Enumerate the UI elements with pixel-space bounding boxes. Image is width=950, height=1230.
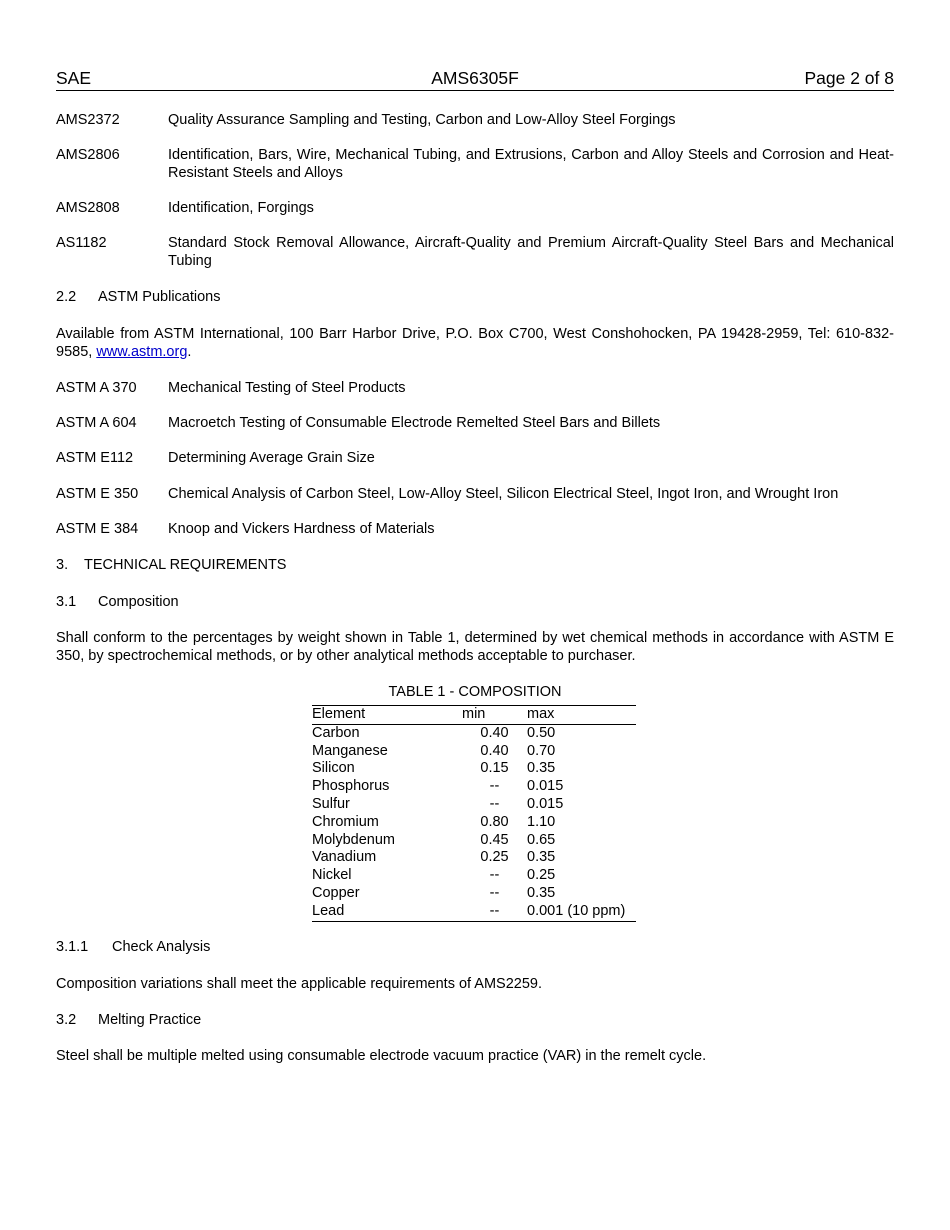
section-heading-3-2	[56, 1011, 201, 1029]
page-header	[56, 68, 894, 91]
reference-code: ASTM A 604	[56, 415, 137, 431]
section-number: 3.	[56, 557, 69, 573]
cell-min: 0.80	[480, 813, 509, 830]
column-header-max: max	[527, 706, 636, 725]
reference-title: Standard Stock Removal Allowance, Aircraft-Quality and Premium Aircraft-Quality Steel Bars and Mechanical Tubing	[168, 235, 894, 269]
header-doc-number: AMS6305F	[431, 68, 519, 88]
section-title: Composition	[98, 594, 179, 610]
reference-code: ASTM E112	[56, 450, 134, 466]
section-title: Melting Practice	[98, 1012, 202, 1028]
section-number: 3.1	[56, 594, 77, 610]
reference-title: Identification, Forgings	[168, 200, 314, 216]
reference-title: Mechanical Testing of Steel Products	[168, 380, 406, 396]
cell-max: 1.10	[527, 813, 556, 830]
reference-item	[56, 146, 894, 182]
section-title: Check Analysis	[112, 939, 211, 955]
table-header-row	[312, 706, 636, 725]
reference-item	[56, 234, 894, 270]
reference-title: Knoop and Vickers Hardness of Materials	[168, 521, 435, 537]
cell-min: --	[489, 884, 500, 901]
check-analysis-paragraph: Composition variations shall meet the applicable requirements of AMS2259.	[56, 976, 543, 992]
cell-max: 0.015	[527, 795, 564, 812]
cell-max: 0.35	[527, 760, 556, 777]
cell-min: 0.40	[480, 724, 509, 741]
section-title: TECHNICAL REQUIREMENTS	[84, 557, 287, 573]
cell-min: 0.15	[480, 760, 509, 777]
cell-element: Carbon	[312, 724, 360, 741]
cell-element: Silicon	[312, 760, 355, 777]
cell-min: --	[489, 867, 500, 884]
availability-end: .	[187, 344, 192, 360]
cell-max: 0.25	[527, 867, 556, 884]
reference-code: AMS2372	[56, 112, 120, 128]
cell-element: Manganese	[312, 742, 388, 759]
reference-item	[56, 520, 894, 538]
cell-element: Sulfur	[312, 795, 350, 812]
cell-min: --	[489, 795, 500, 812]
column-header-min: min	[462, 706, 527, 725]
table-row	[312, 724, 636, 742]
table-row	[312, 867, 636, 885]
reference-title: Chemical Analysis of Carbon Steel, Low-Alloy Steel, Silicon Electrical Steel, Ingot Iron, and Wrought Iron	[168, 486, 839, 502]
cell-max: 0.35	[527, 849, 556, 866]
astm-website-link[interactable]: www.astm.org	[96, 344, 188, 360]
column-header-element: Element	[312, 706, 462, 725]
cell-element: Nickel	[312, 867, 352, 884]
reference-code: ASTM E 350	[56, 486, 139, 502]
cell-min: 0.45	[480, 831, 509, 848]
astm-availability-paragraph	[56, 325, 894, 361]
reference-title: Identification, Bars, Wire, Mechanical Tubing, and Extrusions, Carbon and Alloy Steels and Corrosion and Heat-Resistant Steels and Alloys	[168, 147, 894, 181]
reference-title: Quality Assurance Sampling and Testing, Carbon and Low-Alloy Steel Forgings	[168, 112, 676, 128]
cell-max: 0.50	[527, 724, 556, 741]
reference-title: Macroetch Testing of Consumable Electrode Remelted Steel Bars and Billets	[168, 415, 661, 431]
section-number: 2.2	[56, 289, 77, 305]
reference-code: ASTM E 384	[56, 521, 139, 537]
composition-paragraph: Shall conform to the percentages by weight shown in Table 1, determined by wet chemical methods in accordance with ASTM E 350, by spectrochemical methods, or by other analytical methods acceptable to purchaser.	[56, 630, 894, 664]
table-row	[312, 832, 636, 850]
cell-element: Phosphorus	[312, 778, 390, 795]
reference-code: AMS2806	[56, 147, 120, 163]
section-heading-2-2	[56, 288, 221, 306]
cell-element: Chromium	[312, 813, 379, 830]
table-row	[312, 743, 636, 761]
cell-element: Lead	[312, 903, 462, 921]
table-row	[312, 814, 636, 832]
reference-title: Determining Average Grain Size	[168, 450, 375, 466]
section-heading-3-1	[56, 593, 179, 611]
cell-max: 0.001 (10 ppm)	[527, 903, 636, 921]
cell-max: 0.35	[527, 884, 556, 901]
melting-practice-paragraph: Steel shall be multiple melted using consumable electrode vacuum practice (VAR) in the remelt cycle.	[56, 1048, 707, 1064]
cell-min: 0.40	[480, 742, 509, 759]
table-row	[312, 796, 636, 814]
cell-max: 0.70	[527, 742, 556, 759]
availability-text: Available from ASTM International, 100 Barr Harbor Drive, P.O. Box C700, West Conshohocken, PA 19428-2959, Tel: 610-832-9585,	[56, 326, 894, 360]
table-row	[312, 849, 636, 867]
cell-element: Copper	[312, 884, 360, 901]
table-row	[312, 778, 636, 796]
composition-table	[312, 705, 636, 922]
reference-code: AMS2808	[56, 200, 120, 216]
header-org: SAE	[56, 68, 92, 88]
section-heading-3	[56, 556, 286, 574]
reference-item	[56, 485, 894, 503]
reference-item	[56, 379, 894, 397]
cell-min: --	[489, 778, 500, 795]
cell-min: 0.25	[480, 849, 509, 866]
cell-max: 0.65	[527, 831, 556, 848]
cell-min: --	[462, 903, 527, 921]
section-number: 3.2	[56, 1012, 77, 1028]
reference-item	[56, 414, 894, 432]
table-row	[312, 903, 636, 921]
section-heading-3-1-1	[56, 938, 210, 956]
cell-element: Vanadium	[312, 849, 377, 866]
header-page-number: Page 2 of 8	[804, 68, 894, 88]
reference-item	[56, 449, 894, 467]
section-number: 3.1.1	[56, 939, 89, 955]
reference-code: ASTM A 370	[56, 380, 137, 396]
table-title: TABLE 1 - COMPOSITION	[388, 684, 562, 700]
cell-element: Molybdenum	[312, 831, 396, 848]
table-row	[312, 760, 636, 778]
cell-max: 0.015	[527, 778, 564, 795]
reference-code: AS1182	[56, 235, 107, 251]
reference-item	[56, 199, 894, 217]
section-title: ASTM Publications	[98, 289, 221, 305]
reference-item	[56, 111, 894, 129]
table-row	[312, 885, 636, 903]
